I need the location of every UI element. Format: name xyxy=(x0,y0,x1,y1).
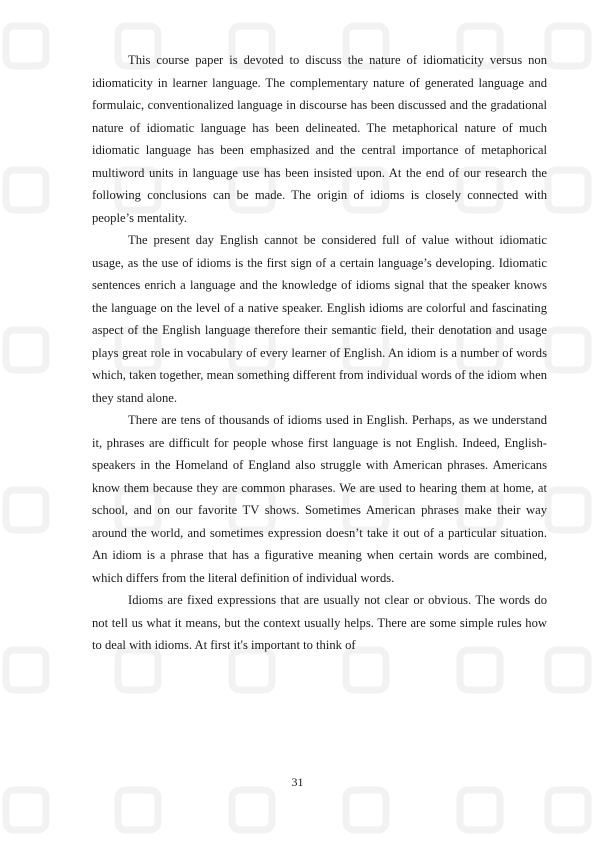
paragraph-1: This course paper is devoted to discuss the nature of idiomaticity versus non idiomaticity in learner language. The complementary nature of generated language and formulaic, conventionalized language in discourse has been discussed and the gradational nature of idiomatic language has been delineated. The metaphorical nature of much idiomatic language has been emphasized and the central importance of metaphorical multiword units in language use has been insisted upon. At the end of our research the following conclusions can be made. The origin of idioms is closely connected with people’s mentality. xyxy=(92,53,547,225)
page-number: 31 xyxy=(291,775,304,789)
paragraph-3: There are tens of thousands of idioms used in English. Perhaps, as we understand it, phrases are difficult for people whose first language is not English. Indeed, English-speakers in the Homeland of England also struggle with American phrases. Americans know them because they are common pharases. We are used to hearing them at home, at school, and on our favorite TV shows. Sometimes American phrases make their way around the world, and sometimes expression doesn’t take it out of a particular situation. An idiom is a phrase that has a figurative meaning when certain words are combined, which differs from the literal definition of individual words. xyxy=(92,413,547,585)
document-body xyxy=(92,49,547,657)
paragraph-2: The present day English cannot be considered full of value without idiomatic usage, as the use of idioms is the first sign of a certain language’s developing. Idiomatic sentences enrich a language and the knowledge of idioms signal that the speaker knows the language on the level of a native speaker. English idioms are colorful and fascinating aspect of the English language therefore their semantic field, their denotation and usage plays great role in vocabulary of every learner of English. An idiom is a number of words which, taken together, mean something different from individual words of the idiom when they stand alone. xyxy=(92,233,547,405)
paragraph-4: Idioms are fixed expressions that are usually not clear or obvious. The words do not tell us what it means, but the context usually helps. There are some simple rules how to deal with idioms. At first it's important to think of xyxy=(92,593,547,652)
